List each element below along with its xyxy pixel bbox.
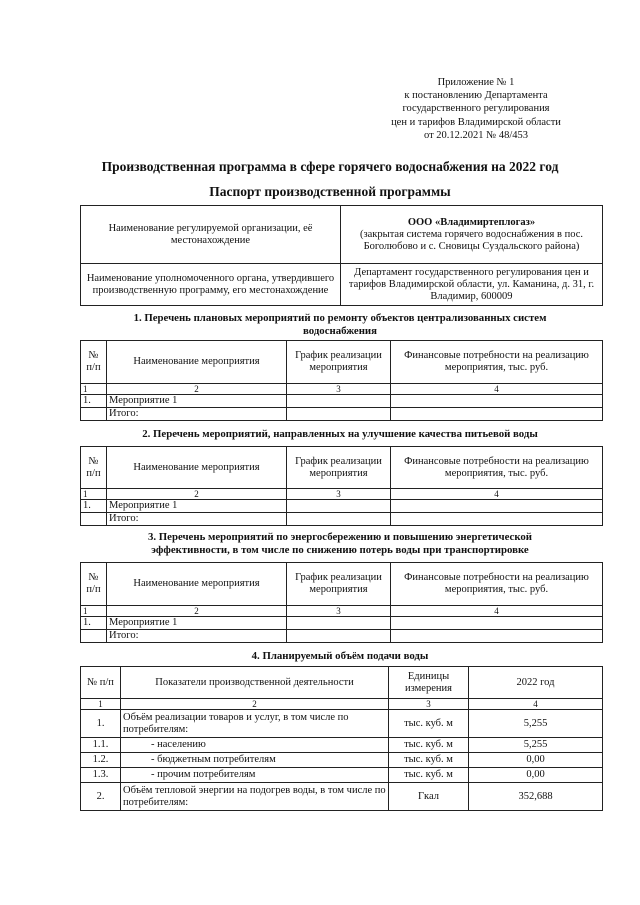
col-number: 4: [469, 699, 603, 710]
annex-line: к постановлению Департамента: [404, 90, 548, 102]
col-year-header: 2022 год: [469, 667, 603, 699]
col-schedule-header: График реализации мероприятия: [287, 563, 391, 606]
annex-line: государственного регулирования: [402, 103, 550, 115]
row-indicator: - прочим потребителям: [121, 768, 389, 783]
row-no: 1.3.: [81, 768, 121, 783]
table-row: [81, 753, 603, 768]
col-number: 4: [391, 384, 603, 395]
section-2-table: [80, 446, 603, 526]
row-indicator: Объём реализации товаров и услуг, в том числе по потребителям:: [121, 710, 389, 738]
row-value: 5,255: [469, 738, 603, 753]
total-label: Итого:: [107, 408, 287, 421]
section-1-line: 1. Перечень плановых мероприятий по ремонту объектов централизованных систем: [133, 312, 547, 324]
col-number: 3: [287, 489, 391, 500]
total-finance: [391, 513, 603, 526]
passport-table: [80, 205, 603, 306]
total-schedule: [287, 408, 391, 421]
col-number: 2: [107, 606, 287, 617]
row-unit: тыс. куб. м: [389, 738, 469, 753]
col-number: 3: [389, 699, 469, 710]
row-name: Мероприятие 1: [107, 395, 287, 408]
col-finance-header: Финансовые потребности на реализацию мероприятия, тыс. руб.: [391, 447, 603, 489]
row-no: 1.1.: [81, 738, 121, 753]
col-number: 2: [107, 384, 287, 395]
table-row: [81, 710, 603, 738]
row-value: 0,00: [469, 768, 603, 783]
section-2-title: [70, 428, 610, 441]
section-4-title: [70, 650, 610, 663]
passport-org-cell: [341, 206, 603, 264]
table-row: [81, 783, 603, 811]
total-schedule: [287, 630, 391, 643]
total-no: [81, 513, 107, 526]
col-number: 1: [81, 384, 107, 395]
col-number: 2: [121, 699, 389, 710]
col-schedule-header: График реализации мероприятия: [287, 447, 391, 489]
row-no: 1.: [81, 617, 107, 630]
row-no: 1.: [81, 395, 107, 408]
annex-line: от 20.12.2021 № 48/453: [423, 129, 528, 141]
total-finance: [391, 630, 603, 643]
row-value: 5,255: [469, 710, 603, 738]
col-schedule-header: График реализации мероприятия: [287, 341, 391, 384]
col-name-header: Наименование мероприятия: [107, 563, 287, 606]
row-unit: тыс. куб. м: [389, 768, 469, 783]
row-finance: [391, 500, 603, 513]
passport-org-detail: (закрытая система горячего водоснабжения в пос. Боголюбово и с. Сновицы Суздальского района): [359, 228, 583, 252]
row-value: 352,688: [469, 783, 603, 811]
col-no-header: № п/п: [81, 563, 107, 606]
row-unit: тыс. куб. м: [389, 753, 469, 768]
passport-authority-label: Наименование уполномоченного органа, утвердившего производственную программу, его местонахождение: [81, 264, 341, 306]
col-number: 3: [287, 384, 391, 395]
passport-org-name: ООО «Владимиртеплогаз»: [407, 216, 536, 228]
annex-line: Приложение № 1: [437, 77, 515, 88]
section-1-table: [80, 340, 603, 421]
total-schedule: [287, 513, 391, 526]
col-number: 1: [81, 606, 107, 617]
annex-line: цен и тарифов Владимирской области: [391, 116, 561, 128]
col-no-header: № п/п: [81, 447, 107, 489]
row-indicator: - населению: [121, 738, 389, 753]
row-finance: [391, 395, 603, 408]
total-label: Итого:: [107, 513, 287, 526]
col-indicator-header: Показатели производственной деятельности: [121, 667, 389, 699]
col-number: 1: [81, 489, 107, 500]
section-4-table: [80, 666, 603, 811]
passport-authority-value: Департамент государственного регулирования цен и тарифов Владимирской области, ул. Каманина, д. 31, г. Владимир, 600009: [341, 264, 603, 306]
row-no: 1.: [81, 710, 121, 738]
total-finance: [391, 408, 603, 421]
total-no: [81, 630, 107, 643]
passport-org-label: Наименование регулируемой организации, её местонахождение: [81, 206, 341, 264]
col-name-header: Наименование мероприятия: [107, 447, 287, 489]
col-number: 4: [391, 606, 603, 617]
col-unit-header: Единицы измерения: [389, 667, 469, 699]
row-indicator: - бюджетным потребителям: [121, 753, 389, 768]
col-name-header: Наименование мероприятия: [107, 341, 287, 384]
col-finance-header: Финансовые потребности на реализацию мероприятия, тыс. руб.: [391, 563, 603, 606]
col-no-header: № п/п: [81, 341, 107, 384]
col-number: 3: [287, 606, 391, 617]
section-3-table: [80, 562, 603, 643]
row-schedule: [287, 500, 391, 513]
row-unit: Гкал: [389, 783, 469, 811]
col-finance-header: Финансовые потребности на реализацию мероприятия, тыс. руб.: [391, 341, 603, 384]
col-number: 2: [107, 489, 287, 500]
row-name: Мероприятие 1: [107, 617, 287, 630]
col-number: 4: [391, 489, 603, 500]
section-2-line: 2. Перечень мероприятий, направленных на улучшение качества питьевой воды: [142, 428, 538, 440]
table-row: [81, 738, 603, 753]
row-unit: тыс. куб. м: [389, 710, 469, 738]
row-indicator: Объём тепловой энергии на подогрев воды, в том числе по потребителям:: [121, 783, 389, 811]
document-subtitle: Паспорт производственной программы: [209, 184, 451, 199]
document-title: Производственная программа в сфере горячего водоснабжения на 2022 год: [101, 159, 559, 174]
row-no: 1.: [81, 500, 107, 513]
section-3-line: 3. Перечень мероприятий по энергосбережению и повышению энергетической: [147, 531, 533, 543]
row-schedule: [287, 395, 391, 408]
annex-block: [360, 76, 592, 142]
row-no: 1.2.: [81, 753, 121, 768]
row-no: 2.: [81, 783, 121, 811]
section-1-title: [70, 312, 610, 338]
row-name: Мероприятие 1: [107, 500, 287, 513]
row-finance: [391, 617, 603, 630]
section-1-line: водоснабжения: [302, 325, 377, 337]
col-no-header: № п/п: [81, 667, 121, 699]
section-4-line: 4. Планируемый объём подачи воды: [251, 650, 429, 662]
row-schedule: [287, 617, 391, 630]
table-row: [81, 768, 603, 783]
row-value: 0,00: [469, 753, 603, 768]
col-number: 1: [81, 699, 121, 710]
total-label: Итого:: [107, 630, 287, 643]
section-3-line: эффективности, в том числе по снижению потерь воды при транспортировке: [151, 544, 529, 556]
section-3-title: [70, 531, 610, 557]
total-no: [81, 408, 107, 421]
